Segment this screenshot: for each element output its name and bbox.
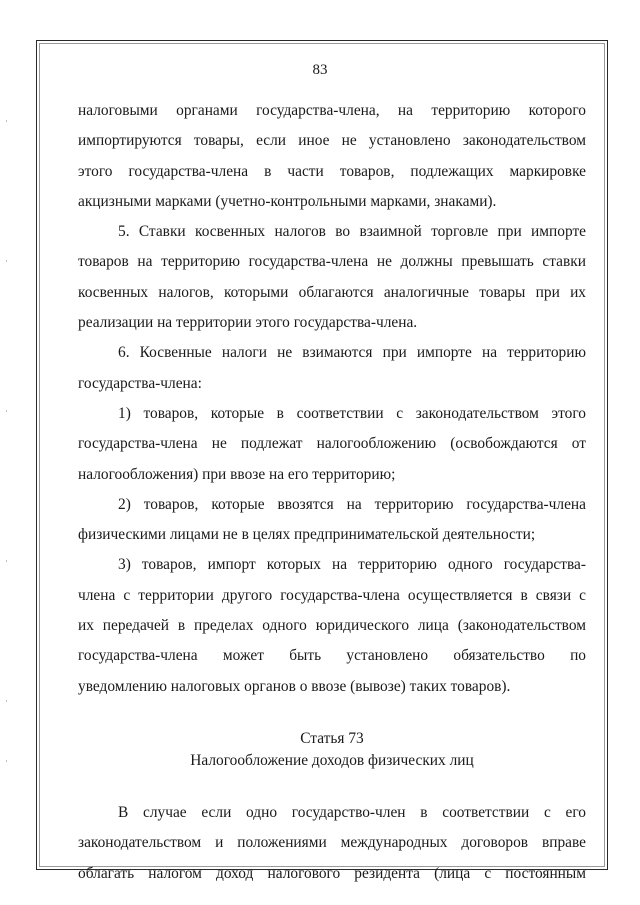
article-paragraph-line: законодательством и положениями международных договоров вправе [78, 834, 586, 852]
page-number: 83 [312, 62, 328, 78]
list-item-3-line: уведомлению налоговых органов о ввозе (вывозе) таких товаров). [78, 677, 511, 695]
list-item-1-line: государства-члена не подлежат налогообложению (освобождаются от [78, 435, 586, 453]
paragraph-5-line: 5. Ставки косвенных налогов во взаимной торговле при импорте [118, 223, 586, 241]
spacer [78, 772, 586, 798]
list-item-3-line: члена с территории другого государства-члена осуществляется в связи с [78, 586, 586, 604]
list-item-1-line: налогообложения) при ввозе на его территорию; [78, 465, 396, 483]
list-item-1-line: 1) товаров, которые в соответствии с законодательством этого [118, 404, 586, 422]
list-item-3-line: государства-члена может быть установлено обязательство по [78, 647, 586, 665]
article-paragraph-line: В случае если одно государство-член в соответствии с его [118, 803, 586, 821]
text-line: этого государства-члена в части товаров, подлежащих маркировке [78, 162, 586, 180]
paragraph-6-line: 6. Косвенные налоги не взимаются при импорте на территорию [118, 344, 586, 362]
paragraph-6-line: государства-члена: [78, 374, 202, 392]
article-number: Статья 73 [300, 729, 364, 747]
list-item-3-line: их передачей в пределах одного юридического лица (законодательством [78, 617, 586, 635]
paragraph-5-line: реализации на территории этого государства-члена. [78, 314, 418, 332]
list-item-2-line: физическими лицами не в целях предпринимательской деятельности; [78, 526, 536, 544]
scan-noise [6, 0, 16, 905]
article-title: Налогообложение доходов физических лиц [190, 751, 474, 769]
text-line: импортируются товары, если иное не установлено законодательством [78, 132, 586, 150]
spacer [78, 702, 586, 728]
list-item-3-line: 3) товаров, импорт которых на территорию одного государства- [118, 556, 586, 574]
paragraph-5-line: косвенных налогов, которыми облагаются аналогичные товары при их [78, 283, 586, 301]
document-body [78, 96, 586, 889]
text-line: акцизными марками (учетно-контрольными марками, знаками). [78, 192, 497, 210]
paragraph-5-line: товаров на территорию государства-члена не должны превышать ставки [78, 253, 586, 271]
article-paragraph-line: облагать налогом доход налогового резидента (лица с постоянным [78, 864, 586, 882]
list-item-2-line: 2) товаров, которые ввозятся на территорию государства-члена [118, 495, 586, 513]
text-line: налоговыми органами государства-члена, на территорию которого [78, 102, 586, 119]
